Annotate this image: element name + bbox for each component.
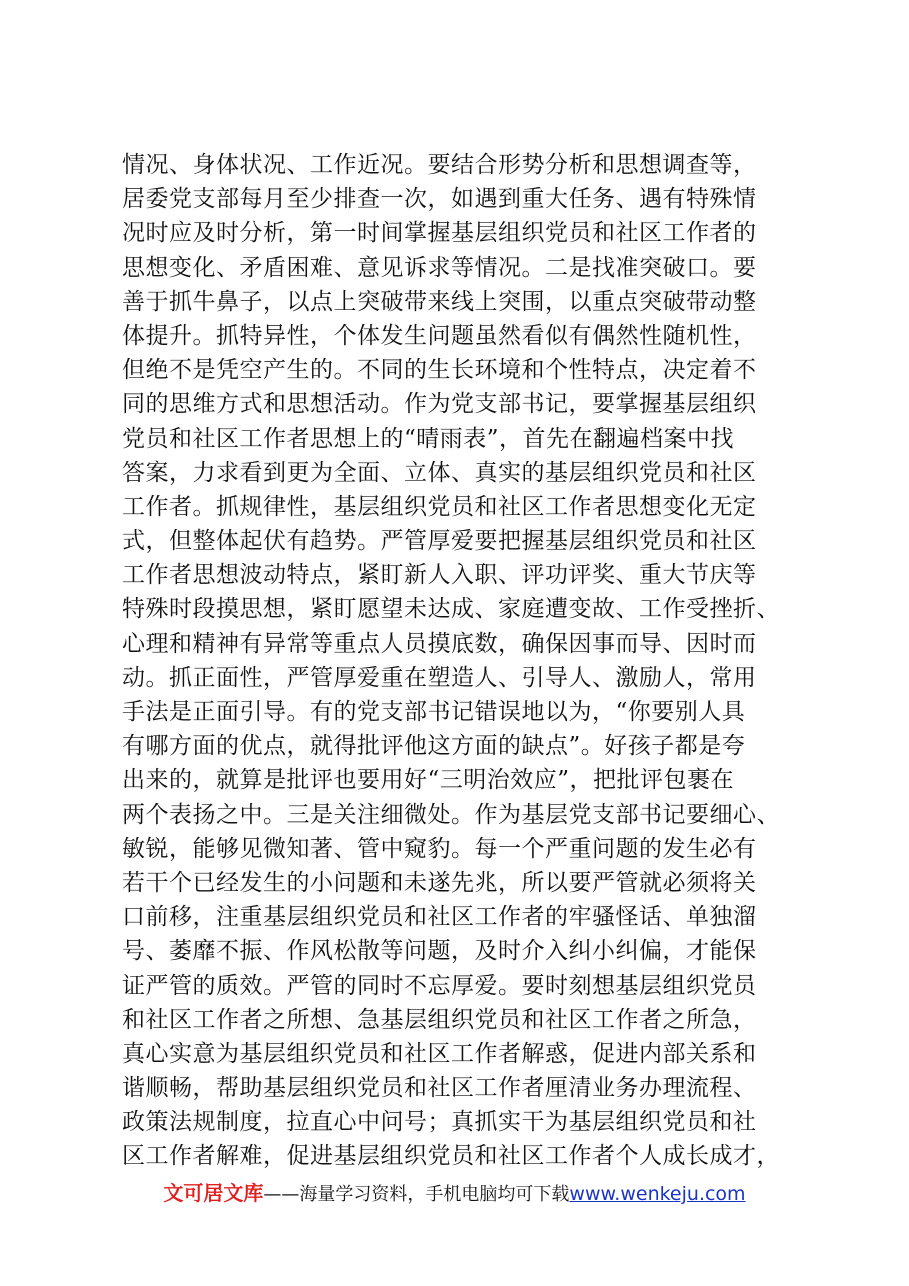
text-line: 号、萎靡不振、作风松散等问题，及时介入纠小纠偏，才能保 (122, 938, 757, 965)
text-line: 两个表扬之中。三是关注细微处。作为基层党支部书记要细心、 (122, 801, 780, 828)
text-line: 证严管的质效。严管的同时不忘厚爱。要时刻想基层组织党员 (122, 972, 757, 999)
text-line: 敏锐，能够见微知著、管中窥豹。每一个严重问题的发生必有 (122, 835, 757, 862)
text-line: 工作者思想波动特点，紧盯新人入职、评功评奖、重大节庆等 (122, 562, 757, 589)
text-line: 情况、身体状况、工作近况。要结合形势分析和思想调查等， (122, 152, 757, 178)
text-line: 区工作者解难，促进基层组织党员和社区工作者个人成长成才， (122, 1143, 780, 1170)
footer-brand: 文可居文库 (163, 1181, 264, 1205)
text-line: 工作者。抓规律性，基层组织党员和社区工作者思想变化无定 (122, 493, 757, 520)
text-line: 答案，力求看到更为全面、立体、真实的基层组织党员和社区 (122, 459, 757, 486)
footer-banner (0, 1178, 909, 1210)
text-line: 谐顺畅，帮助基层组织党员和社区工作者厘清业务办理流程、 (122, 1075, 757, 1102)
footer-website-link[interactable]: www.wenkeju.com (569, 1183, 746, 1205)
footer-tagline: ——海量学习资料，手机电脑均可下载 (263, 1184, 570, 1205)
text-line: 动。抓正面性，严管厚爱重在塑造人、引导人、激励人，常用 (122, 664, 757, 691)
text-line: 思想变化、矛盾困难、意见诉求等情况。二是找准突破口。要 (122, 254, 757, 281)
text-line: 善于抓牛鼻子，以点上突破带来线上突围，以重点突破带动整 (122, 288, 757, 315)
text-line: 况时应及时分析，第一时间掌握基层组织党员和社区工作者的 (122, 220, 757, 247)
text-line: 和社区工作者之所想、急基层组织党员和社区工作者之所急， (122, 1006, 757, 1033)
body-text (122, 148, 812, 1174)
text-line: 式，但整体起伏有趋势。严管厚爱要把握基层组织党员和社区 (122, 528, 757, 555)
text-line: 特殊时段摸思想，紧盯愿望未达成、家庭遭变故、工作受挫折、 (122, 596, 780, 623)
text-line: 手法是正面引导。有的党支部书记错误地以为，“你要别人具 (122, 699, 746, 725)
text-line: 若干个已经发生的小问题和未遂先兆，所以要严管就必须将关 (122, 869, 757, 896)
text-line: 口前移，注重基层组织党员和社区工作者的牢骚怪话、单独溜 (122, 904, 757, 931)
text-line: 真心实意为基层组织党员和社区工作者解惑，促进内部关系和 (122, 1040, 757, 1067)
text-line: 党员和社区工作者思想上的“晴雨表”，首先在翻遍档案中找 (122, 425, 735, 452)
text-line: 有哪方面的优点，就得批评他这方面的缺点”。好孩子都是夸 (122, 733, 746, 760)
text-line: 心理和精神有异常等重点人员摸底数，确保因事而导、因时而 (122, 630, 757, 657)
text-line: 体提升。抓特异性，个体发生问题虽然看似有偶然性随机性， (122, 322, 757, 349)
text-line: 出来的，就算是批评也要用好“三明治效应”，把批评包裹在 (122, 767, 735, 794)
text-line: 政策法规制度，拉直心中问号；真抓实干为基层组织党员和社 (122, 1109, 757, 1136)
text-line: 同的思维方式和思想活动。作为党支部书记，要掌握基层组织 (122, 391, 757, 418)
text-line: 但绝不是凭空产生的。不同的生长环境和个性特点，决定着不 (122, 357, 757, 384)
text-line: 居委党支部每月至少排查一次，如遇到重大任务、遇有特殊情 (122, 186, 757, 213)
